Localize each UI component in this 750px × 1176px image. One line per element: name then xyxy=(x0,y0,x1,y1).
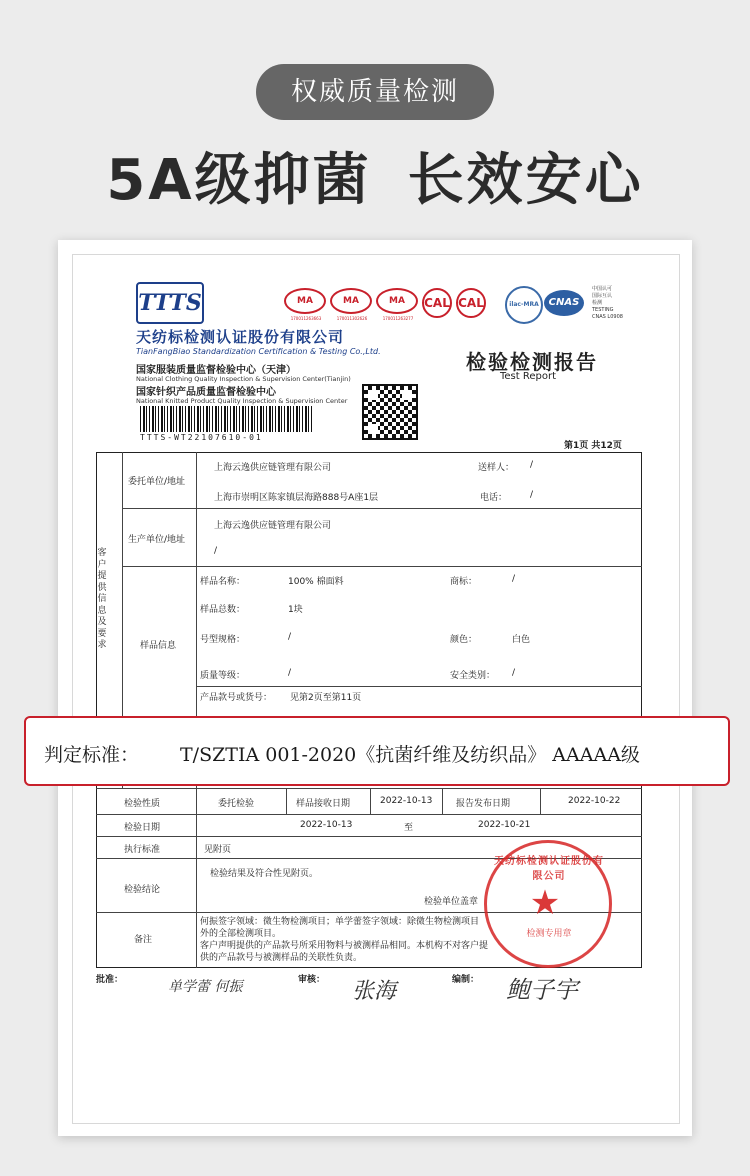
company-name-en: TianFangBiao Standardization Certification & Testing Co.,Ltd. xyxy=(136,347,381,356)
trademark-label: 商标： xyxy=(450,577,478,587)
company-name-cn: 天纺标检测认证股份有限公司 xyxy=(136,328,345,346)
edit-label: 编制： xyxy=(452,975,480,985)
cnas-mark: CNAS xyxy=(544,290,584,316)
cma-mark-3: MA 170011263277 xyxy=(376,288,418,314)
client-address: 上海市崇明区陈家镇层海路888号A座1层 xyxy=(214,493,379,503)
cma-mark-1: MA 170011263663 xyxy=(284,288,326,314)
producer-address: / xyxy=(214,546,218,556)
clothing-center-cn: 国家服装质量监督检验中心（天津） xyxy=(136,365,296,376)
standard-value: 见附页 xyxy=(204,845,232,855)
issued-date-value: 2022-10-22 xyxy=(568,796,621,806)
phone-value: / xyxy=(530,490,534,500)
approve-signature: 单学蕾 何振 xyxy=(168,979,243,995)
cal-mark-1: CAL xyxy=(422,288,452,318)
trademark-value: / xyxy=(512,574,516,584)
page-counter: 第1页 共12页 xyxy=(564,441,622,451)
page-headline xyxy=(0,136,750,216)
producer-name: 上海云逸供应链管理有限公司 xyxy=(214,521,332,531)
barcode-number: TTTS-WT22107610-01 xyxy=(140,433,263,442)
clothing-center-en: National Clothing Quality Inspection & Supervision Center(Tianjin) xyxy=(136,375,351,383)
phone-label: 电话： xyxy=(480,493,508,503)
ilac-mra-mark: ilac-MRA xyxy=(505,286,543,324)
seal-text: 天纺标检测认证股份有限公司 xyxy=(494,856,604,882)
knitted-center-cn: 国家针织产品质量监督检验中心 xyxy=(136,387,276,398)
sample-label: 样品信息 xyxy=(140,641,177,651)
sender-value: / xyxy=(530,460,534,470)
standard-label: 执行标准 xyxy=(124,845,161,855)
ttts-logo: TTTS xyxy=(136,282,204,324)
color-label: 颜色： xyxy=(450,635,478,645)
item-number-value: 见第2页至第11页 xyxy=(290,693,362,703)
client-name: 上海云逸供应链管理有限公司 xyxy=(214,463,332,473)
report-title-en: Test Report xyxy=(500,371,557,382)
grade-value: / xyxy=(288,668,292,678)
seal-star-icon: ★ xyxy=(529,883,561,923)
client-label: 委托单位/地址 xyxy=(128,477,186,487)
remarks-line-4: 供的产品款号与被测样品的关联性负责。 xyxy=(200,953,363,963)
accreditation-marks xyxy=(284,288,486,321)
cal-mark-2: CAL xyxy=(456,288,486,318)
headline-part-1: 5A级抑菌 xyxy=(106,148,372,213)
nature-value: 委托检验 xyxy=(218,799,255,809)
customer-info-side-label: 客户提供信息及要求 xyxy=(97,548,107,650)
inspection-date-to: 2022-10-21 xyxy=(478,820,531,830)
received-date-value: 2022-10-13 xyxy=(380,796,433,806)
cma-mark-2-number: 170011302626 xyxy=(336,316,368,321)
cma-mark-3-number: 170011263277 xyxy=(382,316,414,321)
remarks-line-2: 外的全部检测项目。 xyxy=(200,929,282,939)
sample-name-value: 100% 棉面料 xyxy=(288,577,344,587)
knitted-center-en: National Knitted Product Quality Inspection & Supervision Center xyxy=(136,397,348,405)
cnas-side-text: 中国认可 国际互认 检测 TESTING CNAS L0908 xyxy=(592,286,623,320)
grade-label: 质量等级： xyxy=(200,671,246,681)
approve-label: 批准： xyxy=(96,975,124,985)
cma-mark-1-number: 170011263663 xyxy=(290,316,322,321)
received-date-label: 样品接收日期 xyxy=(296,799,351,809)
sender-label: 送样人： xyxy=(478,463,515,473)
report-title: 检验检测报告 xyxy=(466,350,598,374)
edit-signature: 鲍子宇 xyxy=(506,976,578,1004)
sample-name-label: 样品名称： xyxy=(200,577,246,587)
inspection-date-label: 检验日期 xyxy=(124,823,161,833)
remarks-line-3: 客户声明提供的产品款号所采用物料与被测样品相同。本机构不对客户提 xyxy=(200,941,489,951)
sample-count-value: 1块 xyxy=(288,605,303,615)
color-value: 白色 xyxy=(512,635,531,645)
headline-part-2: 长效安心 xyxy=(407,148,644,213)
standard-banner-value: T/SZTIA 001-2020《抗菌纤维及纺织品》 AAAAA级 xyxy=(180,744,640,766)
audit-signature: 张海 xyxy=(352,979,397,1004)
safety-value: / xyxy=(512,668,516,678)
qr-code xyxy=(362,384,418,440)
seal-subtext: 检测专用章 xyxy=(526,929,572,939)
producer-label: 生产单位/地址 xyxy=(128,535,186,545)
inspection-date-from: 2022-10-13 xyxy=(300,820,353,830)
safety-label: 安全类别： xyxy=(450,671,496,681)
sample-count-label: 样品总数： xyxy=(200,605,246,615)
stamp-note: 检验单位盖章 xyxy=(424,897,479,907)
remarks-line-1: 何振签字领域：微生物检测项目；单学蕾签字领域：除微生物检测项目 xyxy=(200,917,480,927)
conclusion-value: 检验结果及符合性见附页。 xyxy=(210,869,319,879)
item-number-label: 产品款号或货号： xyxy=(200,693,273,703)
quality-badge: 权威质量检测 xyxy=(256,64,494,120)
audit-label: 审核： xyxy=(298,975,326,985)
issued-date-label: 报告发布日期 xyxy=(456,799,511,809)
remarks-label: 备注 xyxy=(134,935,153,945)
model-label: 号型规格： xyxy=(200,635,246,645)
standard-banner-label: 判定标准： xyxy=(44,744,140,766)
model-value: / xyxy=(288,632,292,642)
nature-label: 检验性质 xyxy=(124,799,161,809)
conclusion-label: 检验结论 xyxy=(124,885,161,895)
inspection-date-to-word: 至 xyxy=(404,823,414,833)
barcode xyxy=(140,406,312,432)
cma-mark-2: MA 170011302626 xyxy=(330,288,372,314)
